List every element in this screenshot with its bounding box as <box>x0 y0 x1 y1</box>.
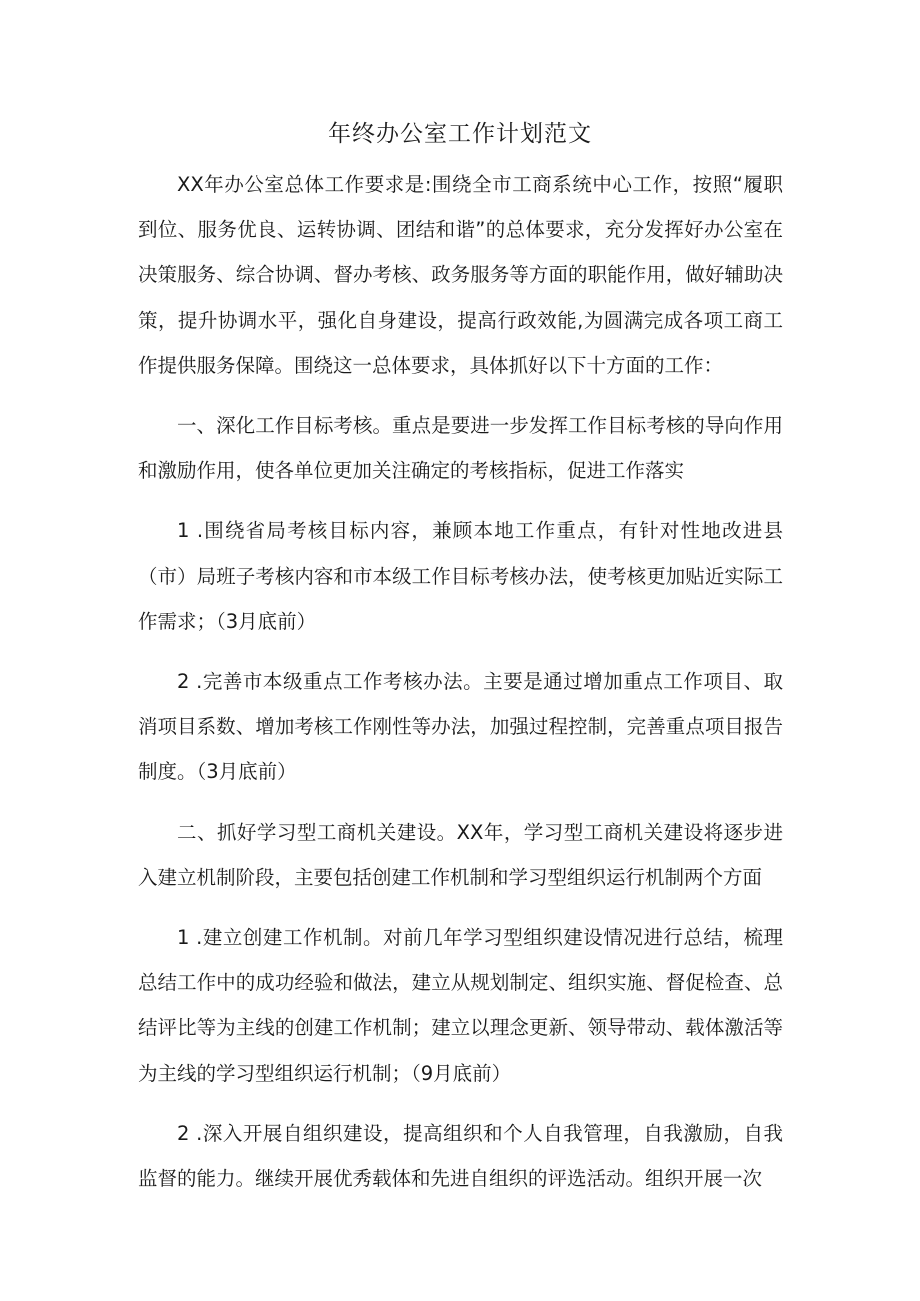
paragraph-section-1-item-2: 2 .完善市本级重点工作考核办法。主要是通过增加重点工作项目、取消项目系数、增加考核工作刚性等办法，加强过程控制，完善重点项目报告制度。（3月底前） <box>138 670 783 784</box>
paragraph-section-2-item-1: 1 .建立创建工作机制。对前几年学习型组织建设情况进行总结，梳理总结工作中的成功经验和做法，建立从规划制定、组织实施、督促检查、总结评比等为主线的创建工作机制；建立以理念更新、领导带动、载体激活等为主线的学习型组织运行机制；（9月底前） <box>138 926 783 1085</box>
paragraph-section-1-heading: 一、深化工作目标考核。重点是要进一步发挥工作目标考核的导向作用和激励作用，使各单位更加关注确定的考核指标，促进工作落实 <box>138 414 783 483</box>
document-title: 年终办公室工作计划范文 <box>328 121 592 147</box>
document-body <box>138 162 783 1216</box>
paragraph-overall-requirements: XX年办公室总体工作要求是:围绕全市工商系统中心工作，按照“履职到位、服务优良、运转协调、团结和谐”的总体要求，充分发挥好办公室在决策服务、综合协调、督办考核、政务服务等方面的职能作用，做好辅助决策，提升协调水平，强化自身建设，提高行政效能,为圆满完成各项工商工作提供服务保障。围绕这一总体要求，具体抓好以下十方面的工作： <box>138 173 783 377</box>
paragraph-section-1-item-1: 1 .围绕省局考核目标内容，兼顾本地工作重点，有针对性地改进县（市）局班子考核内容和市本级工作目标考核办法，使考核更加贴近实际工作需求；（3月底前） <box>138 519 783 633</box>
paragraph-section-2-heading: 二、抓好学习型工商机关建设。XX年，学习型工商机关建设将逐步进入建立机制阶段，主要包括创建工作机制和学习型组织运行机制两个方面 <box>138 820 783 889</box>
paragraph-section-2-item-2: 2 .深入开展自组织建设，提高组织和个人自我管理，自我激励，自我监督的能力。继续开展优秀载体和先进自组织的评选活动。组织开展一次 <box>138 1121 783 1191</box>
